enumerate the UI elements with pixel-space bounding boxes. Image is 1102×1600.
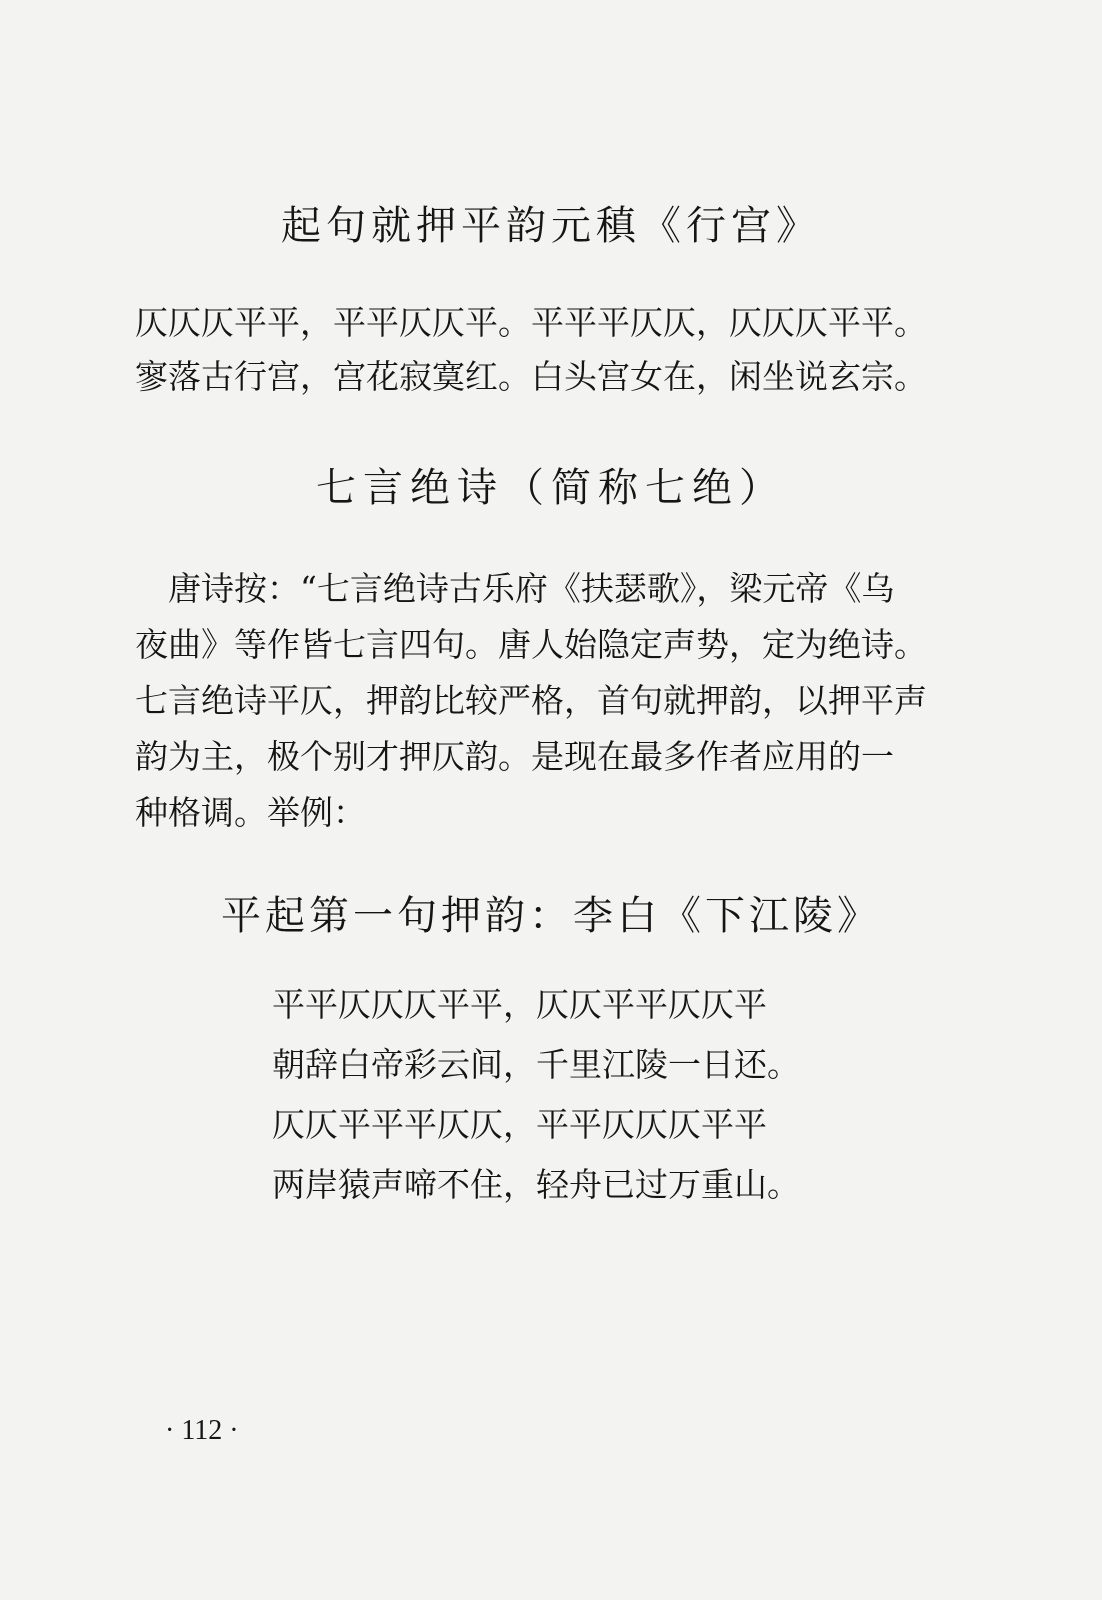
- paragraph-line-3: 七言绝诗平仄，押韵比较严格，首句就押韵，以押平声: [135, 681, 927, 720]
- section-heading-xiajiangling: 平起第一句押韵：李白《下江陵》: [221, 893, 881, 939]
- poem-verse-line-2: 两岸猿声啼不住，轻舟已过万重山。: [272, 1165, 800, 1204]
- poem-tonal-line-1: 平平仄仄仄平平，仄仄平平仄仄平: [272, 985, 767, 1024]
- poem-text-line: 寥落古行宫，宫花寂寞红。白头宫女在，闲坐说玄宗。: [135, 357, 927, 396]
- paragraph-line-1: 唐诗按：“七言绝诗古乐府《扶瑟歌》，梁元帝《乌: [135, 569, 895, 608]
- paragraph-line-5: 种格调。举例：: [135, 793, 366, 832]
- page-number: · 112 ·: [165, 1415, 239, 1446]
- tonal-pattern-line: 仄仄仄平平，平平仄仄平。平平平仄仄，仄仄仄平平。: [135, 303, 927, 342]
- paragraph-line-4: 韵为主，极个别才押仄韵。是现在最多作者应用的一: [135, 737, 894, 776]
- poem-tonal-line-2: 仄仄平平平仄仄，平平仄仄仄平平: [272, 1105, 767, 1144]
- poem-verse-line-1: 朝辞白帝彩云间，千里江陵一日还。: [272, 1045, 800, 1084]
- section-heading-xinggong: 起句就押平韵元稹《行宫》: [281, 203, 821, 249]
- section-heading-qijue: 七言绝诗（简称七绝）: [316, 465, 786, 511]
- paragraph-line-2: 夜曲》等作皆七言四句。唐人始隐定声势，定为绝诗。: [135, 625, 927, 664]
